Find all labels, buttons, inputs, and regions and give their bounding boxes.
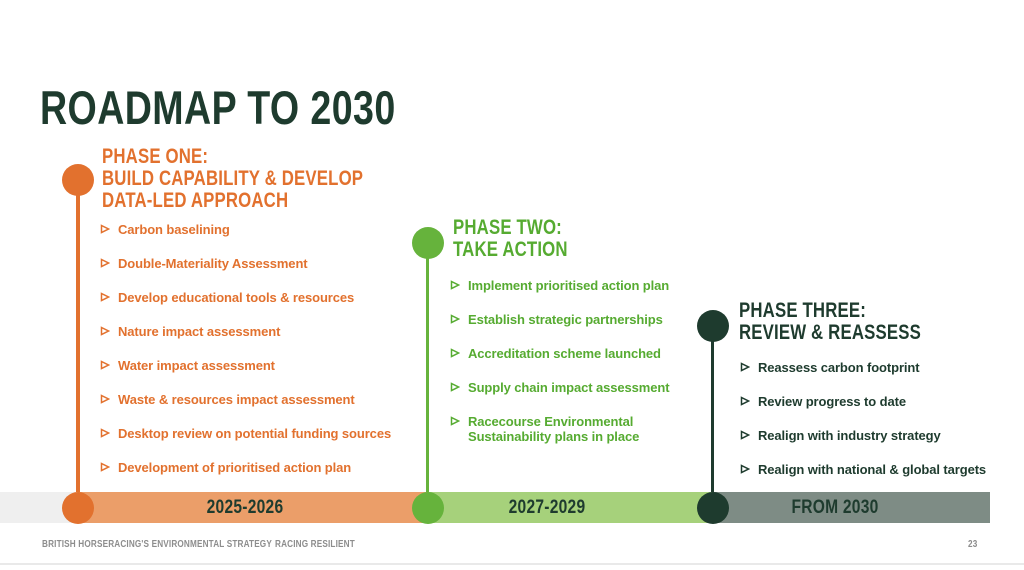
phase-one-connector-line [76, 180, 80, 510]
list-item [100, 358, 430, 373]
arrow-bullet-icon [450, 416, 460, 426]
arrow-bullet-icon [450, 348, 460, 358]
arrow-bullet-icon [740, 464, 750, 474]
list-item [100, 222, 430, 237]
arrow-bullet-icon [450, 314, 460, 324]
footer-page-number: 23 [968, 538, 978, 550]
phase-three-heading-line: PHASE THREE: [739, 299, 867, 322]
bullet-text: Reassess carbon footprint [758, 360, 920, 375]
phase-one-heading-line: PHASE ONE: [102, 145, 209, 168]
phase-three-marker-icon [697, 310, 729, 342]
footer [0, 538, 1024, 552]
phase-one-heading [102, 146, 428, 212]
list-item [740, 462, 1024, 477]
phase-three-connector-line [711, 326, 714, 510]
list-item [450, 380, 700, 395]
timeline-marker-phase-three-icon [697, 492, 729, 524]
list-item [450, 346, 700, 361]
phase-three-heading [739, 300, 966, 344]
phase-two-heading-line: PHASE TWO: [453, 216, 562, 239]
bullet-text: Carbon baselining [118, 222, 230, 237]
list-item [740, 428, 1024, 443]
bottom-rule-divider [0, 563, 1024, 565]
arrow-bullet-icon [100, 292, 110, 302]
arrow-bullet-icon [100, 360, 110, 370]
phase-one-heading-line: DATA-LED APPROACH [102, 189, 289, 212]
bullet-text: Review progress to date [758, 394, 906, 409]
list-item [450, 414, 700, 444]
list-item [100, 290, 430, 305]
list-item [740, 394, 1024, 409]
arrow-bullet-icon [740, 396, 750, 406]
arrow-bullet-icon [100, 394, 110, 404]
bullet-text: Accreditation scheme launched [468, 346, 661, 361]
bullet-text: Realign with industry strategy [758, 428, 941, 443]
list-item [740, 360, 1024, 375]
bullet-text: Develop educational tools & resources [118, 290, 355, 305]
footer-brand-text: RACING RESILIENT [275, 538, 355, 550]
slide-title: ROADMAP TO 2030 [40, 81, 396, 135]
phase-one-bullet-list [100, 222, 430, 494]
list-item [100, 324, 430, 339]
list-item [100, 256, 430, 271]
timeline-label-2025-2026: 2025-2026 [206, 497, 284, 518]
arrow-bullet-icon [100, 326, 110, 336]
bullet-text: Desktop review on potential funding sources [118, 426, 392, 441]
bullet-text: Double-Materiality Assessment [118, 256, 308, 271]
phase-two-bullet-list [450, 278, 700, 463]
bullet-text: Realign with national & global targets [758, 462, 987, 477]
arrow-bullet-icon [100, 428, 110, 438]
list-item [450, 278, 700, 293]
phase-one-marker-icon [62, 164, 94, 196]
phase-three-bullet-list [740, 360, 1024, 496]
arrow-bullet-icon [740, 362, 750, 372]
list-item [100, 426, 430, 441]
list-item [100, 460, 430, 475]
timeline-marker-phase-one-icon [62, 492, 94, 524]
bullet-text: Waste & resources impact assessment [118, 392, 355, 407]
phase-two-heading-line: TAKE ACTION [453, 238, 568, 261]
bullet-text: Racecourse Environmental Sustainability plans in place [468, 414, 640, 444]
timeline-label-from-2030: FROM 2030 [791, 497, 879, 518]
phase-two-heading [453, 217, 596, 261]
arrow-bullet-icon [100, 224, 110, 234]
arrow-bullet-icon [450, 382, 460, 392]
footer-strategy-text: BRITISH HORSERACING'S ENVIRONMENTAL STRATEGY [42, 538, 272, 550]
phase-three-heading-line: REVIEW & REASSESS [739, 321, 921, 344]
arrow-bullet-icon [450, 280, 460, 290]
list-item [450, 312, 700, 327]
arrow-bullet-icon [740, 430, 750, 440]
arrow-bullet-icon [100, 258, 110, 268]
phase-one-heading-line: BUILD CAPABILITY & DEVELOP [102, 167, 364, 190]
timeline-label-2027-2029: 2027-2029 [508, 497, 586, 518]
bullet-text: Development of prioritised action plan [118, 460, 352, 475]
list-item [100, 392, 430, 407]
arrow-bullet-icon [100, 462, 110, 472]
timeline-marker-phase-two-icon [412, 492, 444, 524]
bullet-text: Water impact assessment [118, 358, 275, 373]
bullet-text: Supply chain impact assessment [468, 380, 670, 395]
bullet-text: Nature impact assessment [118, 324, 281, 339]
bullet-text: Implement prioritised action plan [468, 278, 670, 293]
bullet-text: Establish strategic partnerships [468, 312, 663, 327]
timeline [0, 492, 1024, 523]
